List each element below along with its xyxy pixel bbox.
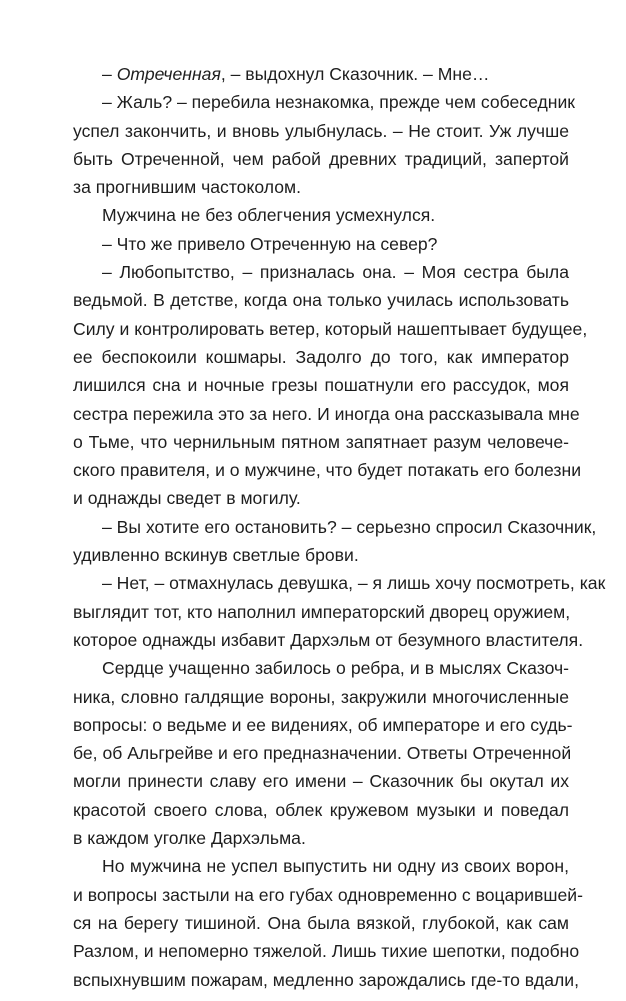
text-run: в каждом уголке Дархэльма. [73, 828, 306, 849]
text-run: красотой своего слова, облек кружевом музыки и поведал [73, 799, 569, 820]
text-line [73, 626, 584, 654]
text-run: и вопросы застыли на его губах одновременно с воцарившей- [73, 884, 583, 905]
text-line [73, 513, 597, 541]
text-run: вспыхнувшим пожарам, медленно зарождались где-то вдали, [73, 969, 579, 990]
text-line [73, 598, 569, 626]
text-line [73, 258, 569, 286]
text-line [73, 767, 569, 795]
text-run: Силу и контролировать ветер, который нашептывает будущее, [73, 318, 588, 339]
text-run: удивленно вскинув светлые брови. [73, 545, 359, 566]
italic-text: Отреченная [116, 64, 221, 84]
text-line [73, 654, 569, 682]
text-run: – [102, 64, 117, 84]
text-line [73, 286, 569, 314]
text-line [73, 909, 569, 937]
text-line [73, 117, 569, 145]
text-run: , – выдохнул Сказочник. – Мне… [220, 64, 490, 84]
text-run: выглядит тот, кто наполнил императорский дворец оружием, [73, 601, 571, 622]
text-line [73, 428, 569, 456]
text-run: и однажды сведет в могилу. [73, 488, 301, 509]
text-line [73, 541, 569, 569]
text-line [73, 824, 569, 852]
text-line [73, 966, 579, 994]
text-run: – Жаль? – перебила незнакомка, прежде чем собеседник [102, 92, 575, 113]
text-run: Мужчина не без облегчения усмехнулся. [102, 205, 436, 226]
text-line [73, 400, 580, 428]
text-run: лишился сна и ночные грезы пошатнули его рассудок, моя [73, 375, 569, 396]
book-page-text [73, 60, 606, 994]
text-run: бе, об Альгрейве и его предназначении. Ответы Отреченной [73, 743, 572, 764]
text-run: – Любопытство, – призналась она. – Моя сестра была [102, 262, 569, 283]
text-line [73, 88, 575, 116]
text-run: ведьмой. В детстве, когда она только училась использовать [73, 290, 569, 311]
text-run: – Нет, – отмахнулась девушка, – я лишь хочу посмотреть, как [102, 573, 606, 594]
text-line [73, 569, 606, 597]
text-line [73, 343, 569, 371]
text-run: быть Отреченной, чем рабой древних традиций, запертой [73, 148, 569, 169]
text-run: успел закончить, и вновь улыбнулась. – Не стоит. Уж лучше [73, 120, 569, 141]
text-run: ского правителя, и о мужчине, что будет потакать его болезни [73, 460, 582, 481]
text-run: – Что же привело Отреченную на север? [102, 233, 438, 254]
text-run: вопросы: о ведьме и ее видениях, об императоре и его судь- [73, 714, 573, 735]
text-run: – Вы хотите его остановить? – серьезно спросил Сказочник, [102, 516, 597, 537]
text-run: ся на берегу тишиной. Она была вязкой, глубокой, как сам [73, 912, 569, 933]
text-line [73, 201, 569, 229]
text-run: ника, словно галдящие вороны, закружили многочисленные [73, 686, 569, 707]
text-run: ее беспокоили кошмары. Задолго до того, как император [73, 346, 569, 367]
text-line [73, 881, 583, 909]
text-line [73, 230, 569, 258]
text-line [73, 739, 572, 767]
text-line [73, 145, 569, 173]
text-run: Разлом, и непомерно тяжелой. Лишь тихие шепотки, подобно [73, 941, 580, 962]
text-line [73, 937, 580, 965]
text-line [73, 683, 569, 711]
text-line [73, 315, 588, 343]
text-run: Но мужчина не успел выпустить ни одну из своих ворон, [102, 856, 569, 877]
text-run: могли принести славу его имени – Сказочник бы окутал их [73, 771, 569, 792]
text-line [73, 60, 569, 88]
text-line [73, 796, 569, 824]
text-run: о Тьме, что чернильным пятном запятнает разум человече- [73, 431, 569, 452]
text-line [73, 456, 582, 484]
text-line [73, 173, 569, 201]
text-line [73, 484, 569, 512]
text-run: Сердце учащенно забилось о ребра, и в мыслях Сказоч- [102, 658, 569, 679]
text-line [73, 371, 569, 399]
text-run: за прогнившим частоколом. [73, 177, 301, 198]
text-line [73, 711, 573, 739]
text-run: которое однажды избавит Дархэльм от безумного властителя. [73, 629, 584, 650]
text-run: сестра пережила это за него. И иногда она рассказывала мне [73, 403, 580, 424]
text-line [73, 852, 569, 880]
